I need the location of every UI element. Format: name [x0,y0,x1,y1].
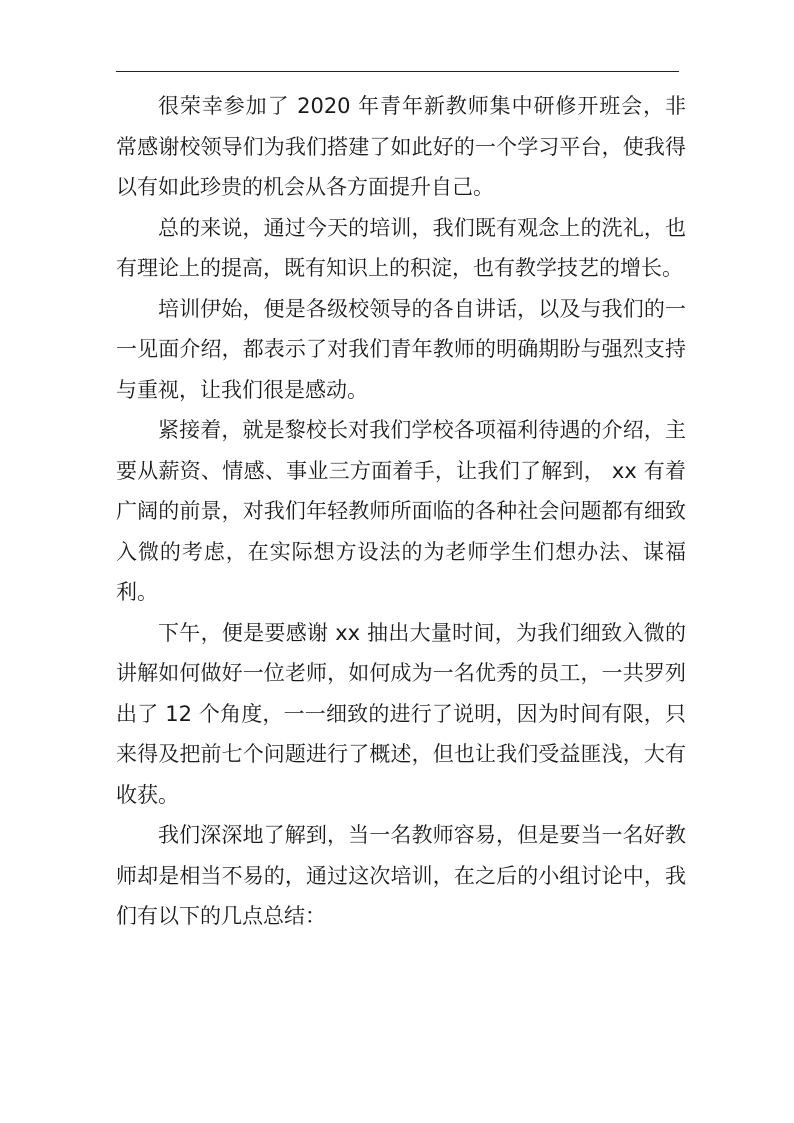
paragraph: 总的来说，通过今天的培训，我们既有观念上的洗礼，也有理论上的提高，既有知识上的积淀，也有教学技艺的增长。 [116,215,686,280]
document-body [116,86,686,937]
paragraph: 紧接着，就是黎校长对我们学校各项福利待遇的介绍，主要从薪资、情感、事业三方面着手，让我们了解到， xx 有着广阔的前景，对我们年轻教师所面临的各种社会问题都有细致入微的考虑，在实际想方设法的为老师学生们想办法、谋福利。 [116,418,686,604]
paragraph: 下午，便是要感谢 xx 抽出大量时间，为我们细致入微的讲解如何做好一位老师，如何成为一名优秀的员工，一共罗列出了 12 个角度，一一细致的进行了说明，因为时间有限，只来得及把前七个问题进行了概述，但也让我们受益匪浅，大有收获。 [116,620,686,807]
paragraph: 我们深深地了解到，当一名教师容易，但是要当一名好教师却是相当不易的，通过这次培训，在之后的小组讨论中，我们有以下的几点总结： [116,823,686,928]
header-rule [116,71,679,72]
paragraph: 培训伊始，便是各级校领导的各自讲话，以及与我们的一一见面介绍，都表示了对我们青年教师的明确期盼与强烈支持与重视，让我们很是感动。 [116,296,686,402]
paragraph: 很荣幸参加了 2020 年青年新教师集中研修开班会，非常感谢校领导们为我们搭建了如此好的一个学习平台，使我得以有如此珍贵的机会从各方面提升自己。 [116,94,686,199]
